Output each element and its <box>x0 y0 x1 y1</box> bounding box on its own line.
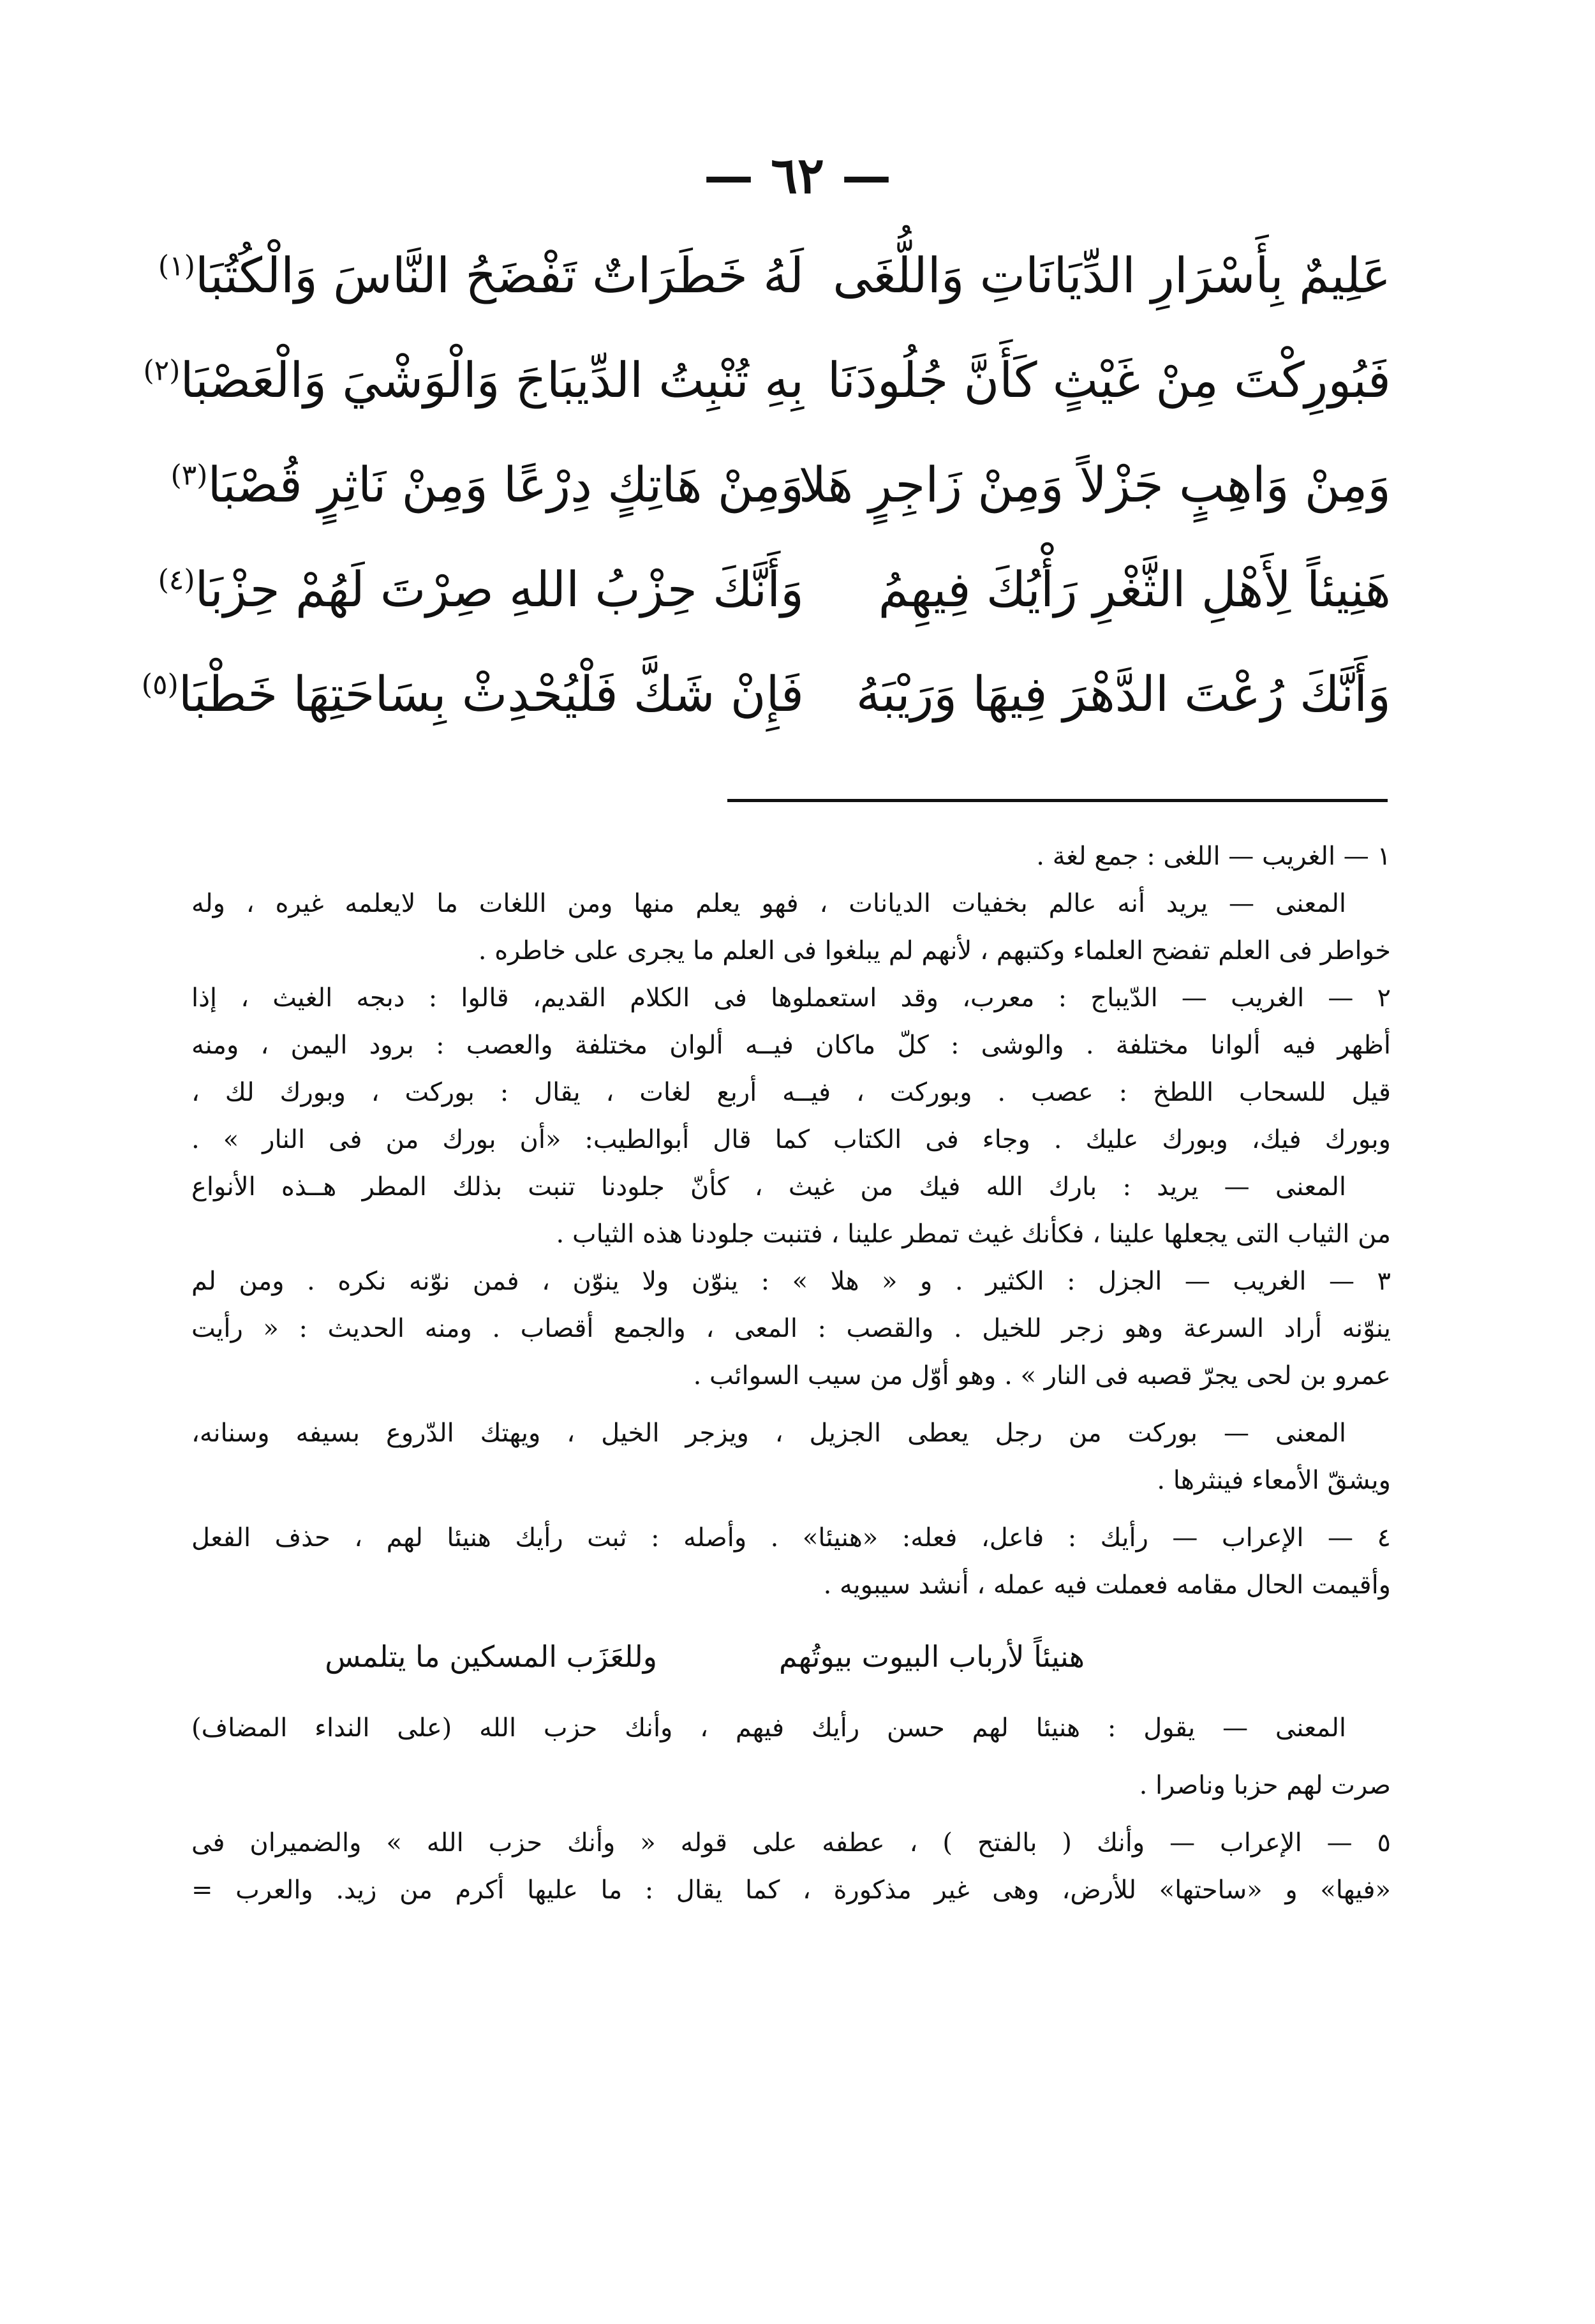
footnote-marker: (٣) <box>170 459 208 492</box>
note-line: المعنى — يريد أنه عالم بخفيات الديانات ، فهو يعلم منها ومن اللغات ما لايعلمه غيره ، وله <box>191 889 1346 918</box>
verse-first-hemistich: عَلِيمٌ بِأَسْرَارِ الدِّيَانَاتِ وَاللُّغَى <box>833 247 1391 304</box>
page-number: — ٦٢ — <box>703 147 892 205</box>
hemistich-text: بِهِ تُنْبِتُ الدِّيبَاجَ وَالْوَشْيَ وَالْعَصْبَا <box>180 352 804 408</box>
footnote-marker: (٢) <box>143 354 181 387</box>
verse-second-hemistich <box>141 642 804 747</box>
footnote-divider <box>727 799 1388 802</box>
verse-second-hemistich <box>170 433 804 537</box>
poem-verse <box>141 642 1391 747</box>
quoted-first-hemistich: هنيئاً لأرباب البيوت بيوتُهم <box>778 1639 1085 1674</box>
note-line: ويشقّ الأمعاء فينثرها . <box>1157 1466 1391 1495</box>
note-line: وبورك فيك، وبورك عليك . وجاء فى الكتاب كما قال أبوالطيب: «أن بورك من فى النار » . <box>191 1125 1391 1154</box>
footnotes <box>191 833 1391 1914</box>
note-line: ينوّنه أراد السرعة وهو زجر للخيل . والقصب : المعى ، والجمع أقصاب . ومنه الحديث : « رأيت <box>191 1314 1391 1343</box>
note-line: عمرو بن لحى يجرّ قصبه فى النار » . وهو أوّل من سيب السوائب . <box>693 1361 1391 1390</box>
note-line: «فيها» و «ساحتها» للأرض، وهى غير مذكورة ، كما يقال : ما عليها أكرم من زيد. والعرب = <box>191 1875 1391 1905</box>
note-line: من الثياب التى يجعلها علينا ، فكأنك غيث تمطر علينا ، فتنبت جلودنا هذه الثياب . <box>556 1219 1391 1249</box>
verse-second-hemistich <box>158 537 804 642</box>
quoted-second-hemistich: وللعَزَب المسكين ما يتلمس <box>325 1639 657 1674</box>
verse-first-hemistich: وَمِنْ وَاهِبٍ جَزْلاً وَمِنْ زَاجِرٍ هَلا <box>798 456 1391 513</box>
footnote-marker: (٥) <box>141 668 179 701</box>
hemistich-text: وَمِنْ هَاتِكٍ دِرْعًا وَمِنْ نَاثِرٍ قُصْبَا <box>207 456 804 513</box>
note-line: ٢ — الغريب — الدّيباج : معرب، وقد استعملوها فى الكلام القديم، قالوا : دبجه الغيث ، إذا <box>191 983 1391 1013</box>
footnote-marker: (١) <box>158 250 195 283</box>
note-line: ٥ — الإعراب — وأنك ( بالفتح ) ، عطفه على قوله « وأنك حزب الله » والضميران فى <box>191 1828 1391 1858</box>
verse-first-hemistich: فَبُورِكْتَ مِنْ غَيْثٍ كَأَنَّ جُلُودَنَا <box>827 352 1391 408</box>
note-line: المعنى — يقول : هنيئا لهم حسن رأيك فيهم ، وأنك حزب الله (على النداء المضاف) <box>191 1713 1346 1743</box>
note-line: المعنى — يريد : بارك الله فيك من غيث ، كأنّ جلودنا تنبت بذلك المطر هــذه الأنواع <box>191 1172 1346 1202</box>
verse-first-hemistich: وَأَنَّكَ رُعْتَ الدَّهْرَ فِيهَا وَرَيْبَهُ <box>856 666 1391 722</box>
note-line: أظهر فيه ألوانا مختلفة . والوشى : كلّ ماكان فيــه ألوان مختلفة والعصب : برود اليمن ، ومنه <box>191 1031 1391 1060</box>
note-line: ١ — الغريب — اللغى : جمع لغة . <box>1036 842 1391 871</box>
hemistich-text: فَإِنْ شَكَّ فَلْيُحْدِثْ بِسَاحَتِهَا خَطْبَا <box>178 666 804 722</box>
note-line: وأقيمت الحال مقامه فعملت فيه عمله ، أنشد سيبويه . <box>823 1570 1391 1600</box>
verse-second-hemistich <box>143 328 804 433</box>
note-line: قيل للسحاب اللطخ : عصب . وبوركت ، فيــه أربع لغات ، يقال : بوركت ، وبورك لك ، <box>191 1078 1391 1107</box>
note-line: صرت لهم حزبا وناصرا . <box>1139 1771 1391 1800</box>
quoted-verse <box>191 1609 1391 1704</box>
footnote-marker: (٤) <box>158 563 195 597</box>
poem-verse <box>143 328 1391 433</box>
hemistich-text: وَأَنَّكَ حِزْبُ اللهِ صِرْتَ لَهُمْ حِزْبَا <box>195 561 804 618</box>
poem-verse <box>170 433 1391 537</box>
verse-first-hemistich: هَنِيئاً لِأَهْلِ الثَّغْرِ رَأْيُكَ فِيهِمُ <box>878 561 1391 618</box>
poem-verse <box>158 223 1391 328</box>
note-line: ٣ — الغريب — الجزل : الكثير . و « هلا » : ينوّن ولا ينوّن ، فمن نوّنه نكره . ومن لم <box>191 1267 1391 1296</box>
poem <box>141 223 1391 747</box>
note-line: المعنى — بوركت من رجل يعطى الجزيل ، ويزجر الخيل ، ويهتك الدّروع بسيفه وسنانه، <box>191 1419 1346 1448</box>
note-line: خواطر فى العلم تفضح العلماء وكتبهم ، لأنهم لم يبلغوا فى العلم ما يجرى على خاطره . <box>478 936 1391 965</box>
note-line: ٤ — الإعراب — رأيك : فاعل، فعله: «هنيئا» . وأصله : ثبت رأيك هنيئا لهم ، حذف الفعل <box>191 1523 1391 1553</box>
poem-verse <box>158 537 1391 642</box>
hemistich-text: لَهُ خَطَرَاتٌ تَفْضَحُ النَّاسَ وَالْكُتُبَا <box>195 247 804 304</box>
verse-second-hemistich <box>158 223 804 328</box>
